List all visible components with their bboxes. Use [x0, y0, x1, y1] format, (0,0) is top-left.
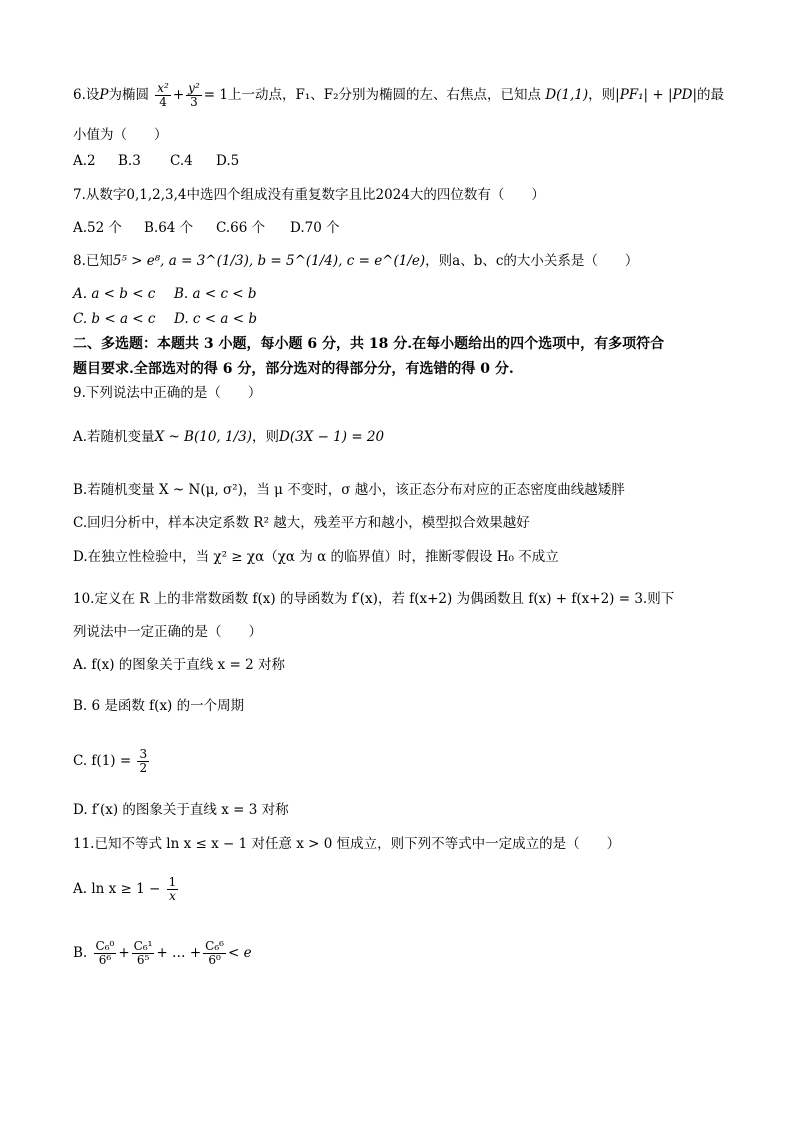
q11-option-b-term3: $\frac{\text{C₆⁶}}{\text{6⁰}}$ — [205, 939, 224, 967]
q9-option-a-variance: D(3X − 1) = 20 — [279, 429, 385, 445]
q10-option-d: D. f′(x) 的图象关于直线 x = 3 对称 — [73, 802, 289, 818]
q9-option-a-dist: X ~ B(10, 1/3) — [154, 429, 252, 445]
q6-text-c: = 1上一动点，F₁、F₂分别为椭圆的左、右焦点，已知点 — [203, 87, 542, 103]
q6-var-p: P — [99, 87, 109, 103]
q11-stem: 11.已知不等式 ln x ≤ x − 1 对任意 x > 0 恒成立，则下列不等式中一定成立的是（ ） — [73, 836, 621, 852]
section2-heading-line1: 二、多选题：本题共 3 小题，每小题 6 分，共 18 分.在每小题给出的四个选项中，有多项符合 — [73, 336, 665, 352]
q8-text-a: 8.已知 — [73, 253, 113, 269]
q11-option-a-fraction: $\frac{1}{x}$ — [168, 875, 177, 903]
q11-option-b-term1: $\frac{\text{C₆⁰}}{\text{6⁶}}$ — [95, 939, 115, 967]
q8-option-a: A. a < b < c — [73, 286, 156, 302]
q7-option-a: A.52 个 — [73, 220, 123, 236]
q9-option-c: C.回归分析中，样本决定系数 R² 越大，残差平方和越小，模型拟合效果越好 — [73, 515, 530, 531]
q8-option-d: D. c < a < b — [174, 311, 257, 327]
q10-stem-line1: 10.定义在 R 上的非常数函数 f(x) 的导函数为 f′(x)，若 f(x+2) 为偶函数且 f(x) + f(x+2) = 3.则下 — [73, 591, 675, 607]
q8-option-c: C. b < a < c — [73, 311, 156, 327]
q11-option-a: A. ln x ≥ 1 − $\frac{1}{x}$ — [73, 875, 177, 903]
q11-option-b: B. $\frac{\text{C₆⁰}}{\text{6⁶}}$ + $\frac{\text{C₆¹}}{\text{6⁵}}$ + … + $\frac{\text{C₆⁶}}{\text{6⁰}}$ < e — [73, 939, 252, 967]
q6-option-c: C.4 — [170, 153, 193, 169]
q8-option-b: B. a < c < b — [174, 286, 257, 302]
q6-text-e: 的最 — [697, 87, 724, 103]
q6-option-d: D.5 — [216, 153, 240, 169]
q6-text-d: ，则 — [588, 87, 616, 103]
q9-option-b: B.若随机变量 X ~ N(μ, σ²)，当 μ 不变时，σ 越小，该正态分布对应的正态密度曲线越矮胖 — [73, 482, 625, 498]
q6-option-b: B.3 — [118, 153, 141, 169]
q6-stem-line2: 小值为（ ） — [73, 127, 168, 143]
q7-option-d: D.70 个 — [290, 220, 340, 236]
q10-stem-line2: 列说法中一定正确的是（ ） — [73, 624, 262, 640]
q6-point: D(1,1) — [545, 87, 589, 103]
q6-ellipse-x-fraction: $\frac{\text{x²}}{4}$ — [157, 81, 169, 109]
q9-option-a: A.若随机变量X ~ B(10, 1/3)，则D(3X − 1) = 20 — [73, 429, 385, 445]
q8-stem — [73, 252, 638, 270]
q6-text-b: 为椭圆 — [108, 87, 149, 103]
q6-ellipse-y-fraction: $\frac{\text{y²}}{3}$ — [188, 81, 200, 109]
q8-math: 5⁵ > e⁸, a = 3^(1/3), b = 5^(1/4), c = e^(1/e) — [112, 253, 426, 269]
q6-expression: |PF₁| + |PD| — [615, 87, 697, 103]
q6-text-a: 6.设 — [73, 87, 100, 103]
q6-stem-line1: 6.设P为椭圆 $\frac{\text{x²}}{4}$ + $\frac{\text{y²}}{3}$ = 1上一动点，F₁、F₂分别为椭圆的左、右焦点，已知点 D(1,1)，则|PF₁| + |PD|的最 — [73, 81, 724, 109]
q10-option-c: C. f(1) = $\frac{3}{2}$ — [73, 747, 148, 775]
q9-stem: 9.下列说法中正确的是（ ） — [73, 385, 262, 401]
section2-heading-line2: 题目要求.全部选对的得 6 分，部分选对的得部分分，有选错的得 0 分. — [73, 361, 514, 377]
q7-option-c: C.66 个 — [216, 220, 266, 236]
q11-option-b-term2: $\frac{\text{C₆¹}}{\text{6⁵}}$ — [133, 939, 153, 967]
q10-option-c-fraction: $\frac{3}{2}$ — [139, 747, 148, 775]
q10-option-b: B. 6 是函数 f(x) 的一个周期 — [73, 698, 245, 714]
q10-option-a: A. f(x) 的图象关于直线 x = 2 对称 — [73, 657, 285, 673]
q7-option-b: B.64 个 — [144, 220, 194, 236]
q6-option-a: A.2 — [73, 153, 96, 169]
q8-text-b: ，则a、b、c的大小关系是（ ） — [425, 253, 639, 269]
q9-option-d: D.在独立性检验中，当 χ² ≥ χα（χα 为 α 的临界值）时，推断零假设 H₀ 不成立 — [73, 549, 559, 565]
q7-stem: 7.从数字0,1,2,3,4中选四个组成没有重复数字且比2024大的四位数有（ ） — [73, 187, 545, 203]
